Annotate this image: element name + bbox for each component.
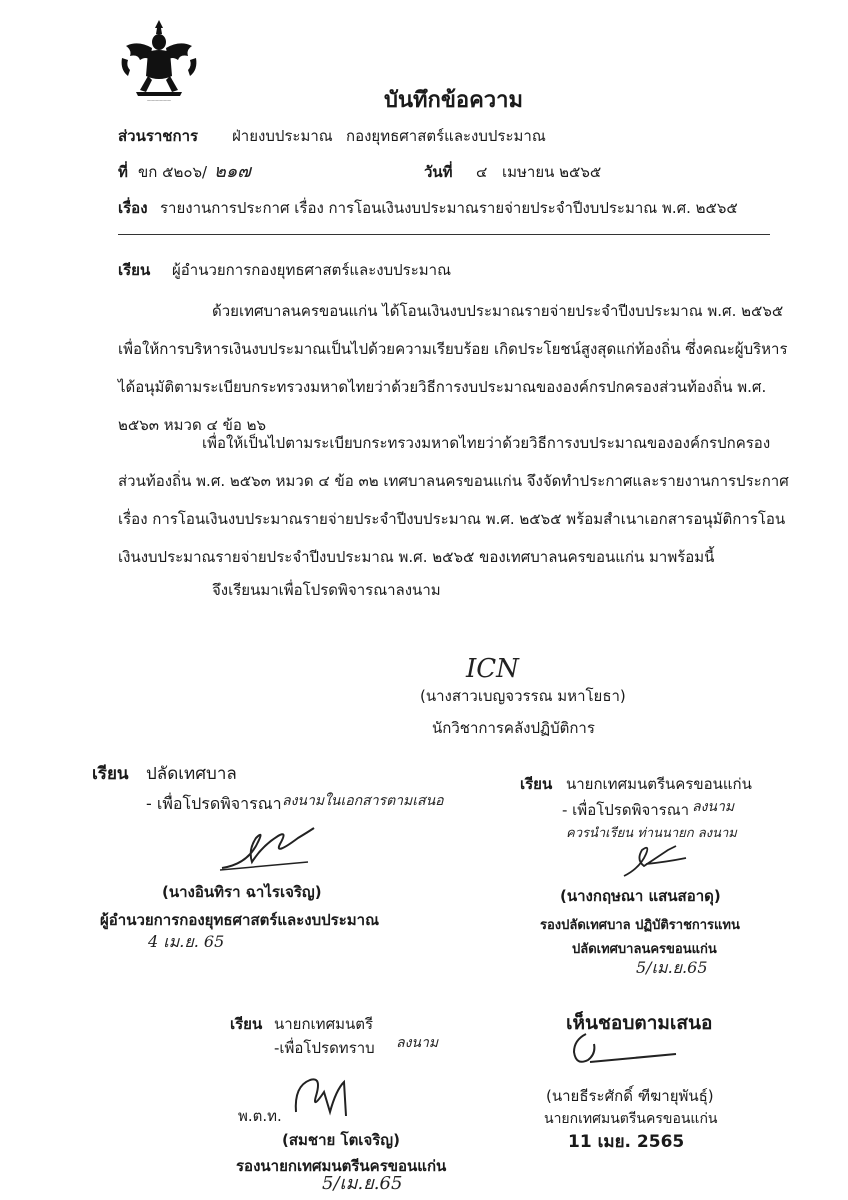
note-right-position-1: รองปลัดเทศบาล ปฏิบัติราชการแทน xyxy=(540,918,740,933)
note-bottom-left-position: รองนายกเทศมนตรีนครขอนแก่น xyxy=(236,1157,447,1175)
note-bottom-right-position: นายกเทศมนตรีนครขอนแก่น xyxy=(544,1111,718,1127)
note-left-date: 4 เม.ย. 65 xyxy=(148,932,225,951)
salutation-label: เรียน xyxy=(118,261,151,279)
salutation-value: ผู้อำนวยการกองยุทธศาสตร์และงบประมาณ xyxy=(172,261,452,279)
note-bottom-left-signature xyxy=(286,1072,356,1126)
svg-text:——————: —————— xyxy=(147,98,171,103)
note-bottom-left-name: (สมชาย โตเจริญ) xyxy=(282,1131,400,1149)
paragraph-2-line: เงินงบประมาณรายจ่ายประจำปีงบประมาณ พ.ศ. ๒๕๖๕ ของเทศบาลนครขอนแก่น มาพร้อมนี้ xyxy=(118,548,715,566)
note-left-position: ผู้อำนวยการกองยุทธศาสตร์และงบประมาณ xyxy=(100,911,380,929)
paragraph-1-line: ด้วยเทศบาลนครขอนแก่น ได้โอนเงินงบประมาณรายจ่ายประจำปีงบประมาณ พ.ศ. ๒๕๖๕ xyxy=(212,302,784,320)
ref-value: ขก ๕๒๐๖/ xyxy=(138,163,208,181)
note-left-purpose: - เพื่อโปรดพิจารณา xyxy=(146,794,282,813)
note-right-purpose: - เพื่อโปรดพิจารณา xyxy=(562,801,690,819)
note-bottom-right-approval: เห็นชอบตามเสนอ xyxy=(566,1012,713,1034)
note-bottom-left-date: 5/เม.ย.65 xyxy=(322,1173,403,1194)
note-right-to-label: เรียน xyxy=(520,775,553,793)
memo-title: บันทึกข้อความ xyxy=(384,88,524,113)
subject-label: เรื่อง xyxy=(118,199,148,217)
note-left-handwritten: ลงนามในเอกสารตามเสนอ xyxy=(282,793,444,809)
note-right-position-2: ปลัดเทศบาลนครขอนแก่น xyxy=(572,942,717,957)
note-bottom-left-purpose: -เพื่อโปรดทราบ xyxy=(274,1039,375,1057)
note-right-handwritten-1: ลงนาม xyxy=(692,799,735,815)
note-bottom-right-name: (นายธีระศักดิ์ ฑีฆายุพันธุ์) xyxy=(546,1087,714,1105)
agency-value-1: ฝ่ายงบประมาณ xyxy=(232,127,333,145)
agency-value-2: กองยุทธศาสตร์และงบประมาณ xyxy=(346,127,546,145)
ref-handwritten: ๒๑๗ xyxy=(214,161,251,182)
note-left-name: (นางอินทิรา ฉาไรเจริญ) xyxy=(162,883,322,901)
signer-position: นักวิชาการคลังปฏิบัติการ xyxy=(432,719,595,737)
note-left-to-label: เรียน xyxy=(92,764,129,784)
garuda-emblem xyxy=(118,18,200,104)
body-paragraph-2 xyxy=(118,424,789,576)
paragraph-1-line: ๒๕๖๓ หมวด ๔ ข้อ ๒๖ xyxy=(118,416,267,434)
paragraph-2-line: เรื่อง การโอนเงินงบประมาณรายจ่ายประจำปีงบประมาณ พ.ศ. ๒๕๖๕ พร้อมสำเนาเอกสารอนุมัติการโอน xyxy=(118,510,786,528)
date-rest: เมษายน ๒๕๖๕ xyxy=(502,163,602,181)
ref-label: ที่ xyxy=(118,163,128,181)
closing-text: จึงเรียนมาเพื่อโปรดพิจารณาลงนาม xyxy=(212,581,441,599)
note-right-name: (นางกฤษณา แสนสอาดุ) xyxy=(560,887,721,905)
paragraph-2-line: เพื่อให้เป็นไปตามระเบียบกระทรวงมหาดไทยว่าด้วยวิธีการงบประมาณขององค์กรปกครอง xyxy=(202,434,771,452)
note-right-date: 5/เม.ย.65 xyxy=(636,958,708,977)
body-paragraph-1 xyxy=(118,292,788,444)
date-label: วันที่ xyxy=(424,163,453,181)
paragraph-1-line: ได้อนุมัติตามระเบียบกระทรวงมหาดไทยว่าด้วยวิธีการงบประมาณขององค์กรปกครองส่วนท้องถิ่น พ.ศ. xyxy=(118,378,767,396)
note-bottom-right-date: 11 เมย. 2565 xyxy=(568,1132,685,1152)
header-divider xyxy=(118,234,770,235)
note-bottom-left-rank: พ.ต.ท. xyxy=(238,1107,282,1125)
note-bottom-right-signature xyxy=(566,1030,686,1074)
agency-label: ส่วนราชการ xyxy=(118,127,199,145)
date-day: ๔ xyxy=(476,163,488,181)
note-bottom-left-to-label: เรียน xyxy=(230,1015,263,1033)
note-left-signature xyxy=(218,824,318,876)
note-right-signature xyxy=(616,840,696,884)
note-left-to-value: ปลัดเทศบาล xyxy=(146,764,237,784)
note-right-to-value: นายกเทศมนตรีนครขอนแก่น xyxy=(566,775,752,793)
note-right-handwritten-2: ควรนำเรียน ท่านนายก ลงนาม xyxy=(566,826,737,841)
signer-signature: ICN xyxy=(466,654,519,684)
note-bottom-left-to-value: นายกเทศมนตรี xyxy=(274,1015,374,1033)
subject-value: รายงานการประกาศ เรื่อง การโอนเงินงบประมาณรายจ่ายประจำปีงบประมาณ พ.ศ. ๒๕๖๕ xyxy=(160,199,738,217)
paragraph-1-line: เพื่อให้การบริหารเงินงบประมาณเป็นไปด้วยความเรียบร้อย เกิดประโยชน์สูงสุดแก่ท้องถิ่น ซึ่งคณะผู้บริหาร xyxy=(118,340,788,358)
paragraph-2-line: ส่วนท้องถิ่น พ.ศ. ๒๕๖๓ หมวด ๔ ข้อ ๓๒ เทศบาลนครขอนแก่น จึงจัดทำประกาศและรายงานการประกาศ xyxy=(118,472,789,490)
note-bottom-left-handwritten: ลงนาม xyxy=(396,1035,439,1051)
signer-name: (นางสาวเบญจวรรณ มหาโยธา) xyxy=(420,687,626,705)
